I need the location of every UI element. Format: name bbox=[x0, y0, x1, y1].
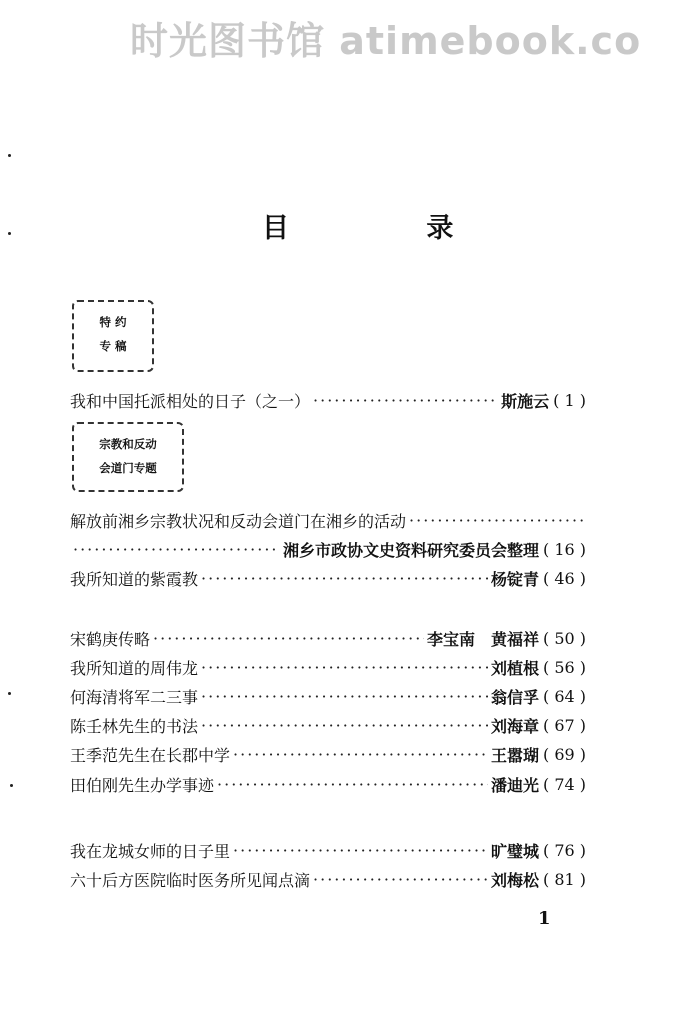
entry-title: 王季范先生在长郡中学 bbox=[70, 745, 231, 765]
toc-entry bbox=[70, 655, 586, 679]
toc-entry bbox=[70, 508, 586, 532]
entry-title: 陈壬林先生的书法 bbox=[70, 716, 199, 736]
dot-leader bbox=[233, 841, 488, 860]
entry-author: 刘梅松 bbox=[490, 870, 539, 890]
toc-entry bbox=[70, 838, 586, 862]
entry-author: 湘乡市政协文史资料研究委员会整理 bbox=[282, 540, 539, 560]
scan-speck bbox=[8, 154, 11, 157]
dot-leader bbox=[201, 658, 488, 677]
section-label-line: 会道门专题 bbox=[99, 461, 157, 475]
page-title: 目 录 bbox=[262, 213, 518, 244]
toc-entry bbox=[70, 867, 586, 891]
entry-title: 我所知道的周伟龙 bbox=[70, 658, 199, 678]
entry-page: ( 74 ) bbox=[542, 774, 586, 794]
scan-speck bbox=[10, 784, 13, 787]
dot-leader bbox=[201, 569, 488, 588]
entry-author: 旷璧城 bbox=[490, 841, 539, 861]
toc-entry bbox=[70, 388, 586, 412]
entry-page: ( 67 ) bbox=[542, 715, 586, 735]
toc-entry bbox=[70, 626, 586, 650]
entry-author: 刘海章 bbox=[490, 716, 539, 736]
entry-page: ( 76 ) bbox=[542, 840, 586, 860]
section-label-special bbox=[72, 300, 154, 372]
dot-leader bbox=[313, 870, 488, 889]
entry-page: ( 69 ) bbox=[542, 744, 586, 764]
dot-leader bbox=[153, 629, 424, 648]
entry-author: 斯施云 bbox=[501, 391, 550, 411]
watermark-text: 时光图书馆 atimebook.co bbox=[130, 19, 642, 63]
entry-page: ( 1 ) bbox=[553, 390, 586, 410]
page-number: 1 bbox=[538, 908, 551, 929]
entry-page: ( 81 ) bbox=[542, 869, 586, 889]
entry-title: 田伯刚先生办学事迹 bbox=[70, 775, 215, 795]
scan-speck bbox=[8, 232, 11, 235]
entry-page: ( 56 ) bbox=[542, 657, 586, 677]
dot-leader bbox=[409, 511, 583, 530]
entry-title: 何海清将军二三事 bbox=[70, 687, 199, 707]
entry-page: ( 64 ) bbox=[542, 686, 586, 706]
section-label-line: 专 稿 bbox=[99, 339, 127, 353]
dot-leader bbox=[217, 775, 488, 794]
toc-entry bbox=[70, 772, 586, 796]
entry-author: 杨锭青 bbox=[490, 569, 539, 589]
dot-leader bbox=[201, 687, 488, 706]
toc-entry bbox=[70, 742, 586, 766]
entry-title: 解放前湘乡宗教状况和反动会道门在湘乡的活动 bbox=[70, 511, 407, 531]
toc-entry bbox=[70, 713, 586, 737]
entry-title: 宋鹤庚传略 bbox=[70, 629, 151, 649]
section-label-religion bbox=[72, 422, 184, 492]
entry-author: 翁信孚 bbox=[490, 687, 539, 707]
entry-title: 我所知道的紫霞教 bbox=[70, 569, 199, 589]
entry-author: 王嚣瑚 bbox=[490, 745, 539, 765]
entry-title: 六十后方医院临时医务所见闻点滴 bbox=[70, 870, 311, 890]
entry-page: ( 16 ) bbox=[542, 539, 586, 559]
dot-leader bbox=[73, 540, 280, 559]
toc-entry bbox=[70, 566, 586, 590]
section-label-line: 特 约 bbox=[99, 315, 127, 329]
entry-author: 潘迪光 bbox=[490, 775, 539, 795]
dot-leader bbox=[201, 716, 488, 735]
entry-page: ( 50 ) bbox=[542, 628, 586, 648]
section-label-line: 宗教和反动 bbox=[99, 437, 157, 451]
entry-author: 李宝南 黄福祥 bbox=[426, 629, 539, 649]
dot-leader bbox=[313, 391, 498, 410]
dot-leader bbox=[233, 745, 488, 764]
toc-entry bbox=[70, 684, 586, 708]
entry-title: 我和中国托派相处的日子（之一） bbox=[70, 391, 311, 411]
entry-page: ( 46 ) bbox=[542, 568, 586, 588]
toc-entry-continuation bbox=[70, 537, 586, 561]
entry-author: 刘植根 bbox=[490, 658, 539, 678]
scan-speck bbox=[8, 692, 11, 695]
entry-title: 我在龙城女师的日子里 bbox=[70, 841, 231, 861]
